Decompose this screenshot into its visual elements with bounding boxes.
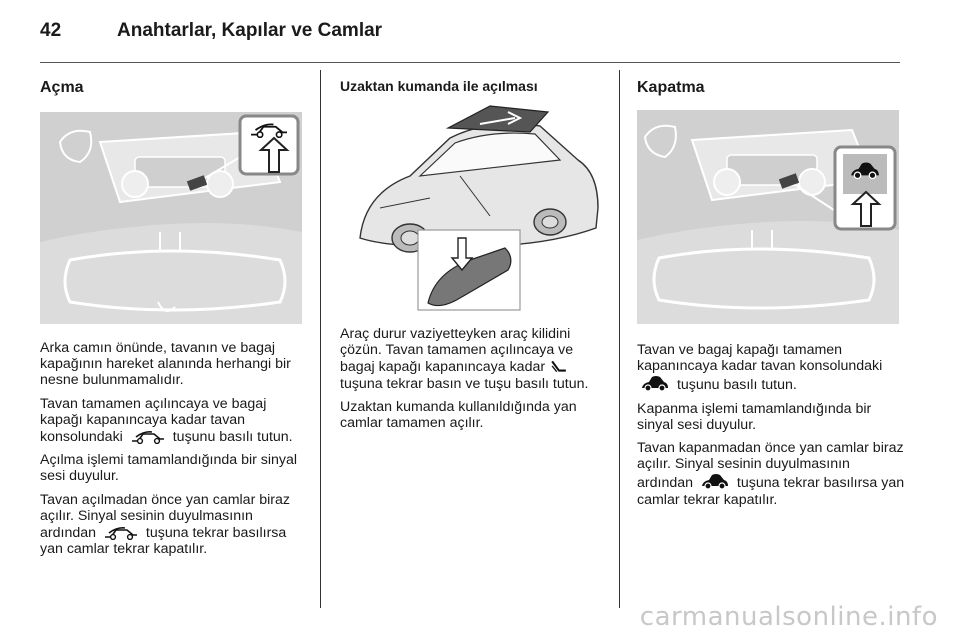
col1-paragraph-3: Açılma işlemi tamamlandığında bir sinyal sesi duyulur. xyxy=(40,452,298,485)
col1-p4-text-a: Tavan açılmadan önce yan camlar biraz açılır. Sinyal sesinin duyulmasının ardından xyxy=(40,491,290,542)
watermark: carmanualsonline.info xyxy=(639,602,938,632)
column-remote-opening xyxy=(340,76,610,438)
roof-console-close-illustration xyxy=(637,102,899,324)
section-heading-closing: Kapatma xyxy=(637,79,705,96)
column-opening xyxy=(40,76,310,564)
col3-p3-text-b: tuşuna tekrar basılırsa yan camlar tekrar kapatılır. xyxy=(637,475,905,508)
col3-paragraph-1 xyxy=(637,342,907,394)
key-roof-symbol-icon xyxy=(551,358,567,374)
roof-open-symbol-icon xyxy=(129,428,167,444)
column-divider-1 xyxy=(320,70,321,608)
col2-paragraph-2: Uzaktan kumanda kullanıldığında yan camlar tamamen açılır. xyxy=(340,398,577,432)
roof-close-symbol-icon xyxy=(699,472,731,490)
header-divider xyxy=(40,62,900,63)
car-remote-open-illustration xyxy=(340,98,602,312)
roof-console-open-illustration xyxy=(40,102,302,324)
col3-paragraph-2: Kapanma işlemi tamamlandığında bir sinyal sesi duyulur. xyxy=(637,400,872,433)
column-closing xyxy=(637,76,907,515)
page-title: Anahtarlar, Kapılar ve Camlar xyxy=(117,20,383,41)
section-heading-opening: Açma xyxy=(40,79,84,96)
column-divider-2 xyxy=(619,70,620,608)
col2-p1-text-a: Araç durur vaziyetteyken araç kilidini çözün. Tavan tamamen açılıncaya ve bagaj kapağı kapanıncaya kadar xyxy=(340,326,574,376)
roof-open-symbol-icon xyxy=(102,524,140,540)
col1-paragraph-4 xyxy=(40,492,310,558)
col1-p2-text-a: Tavan tamamen açılıncaya ve bagaj kapağı kapanıncaya kadar tavan konsolundaki xyxy=(40,395,267,446)
roof-close-symbol-icon xyxy=(639,374,671,392)
col3-p1-text-b: tuşunu basılı tutun. xyxy=(676,377,797,394)
page-number: 42 xyxy=(40,20,62,41)
section-heading-remote: Uzaktan kumanda ile açılması xyxy=(340,78,538,94)
col3-paragraph-3 xyxy=(637,440,907,508)
col1-paragraph-1: Arka camın önünde, tavanın ve bagaj kapağının hareket alanında herhangi bir nesne bulunmamalıdır. xyxy=(40,340,291,389)
col1-p4-text-b: tuşuna tekrar basılırsa yan camlar tekrar kapatılır. xyxy=(40,525,287,558)
col1-paragraph-2 xyxy=(40,396,310,446)
col1-p2-text-b: tuşunu basılı tutun. xyxy=(172,429,293,446)
col3-p1-text-a: Tavan ve bagaj kapağı tamamen kapanıncaya kadar tavan konsolundaki xyxy=(637,342,883,375)
col3-p3-text-a: Tavan kapanmadan önce yan camlar biraz açılır. Sinyal sesinin duyulmasının ardından xyxy=(637,440,904,492)
col2-paragraph-1 xyxy=(340,326,610,392)
col2-p1-text-b: tuşuna tekrar basın ve tuşu basılı tutun. xyxy=(340,375,589,392)
